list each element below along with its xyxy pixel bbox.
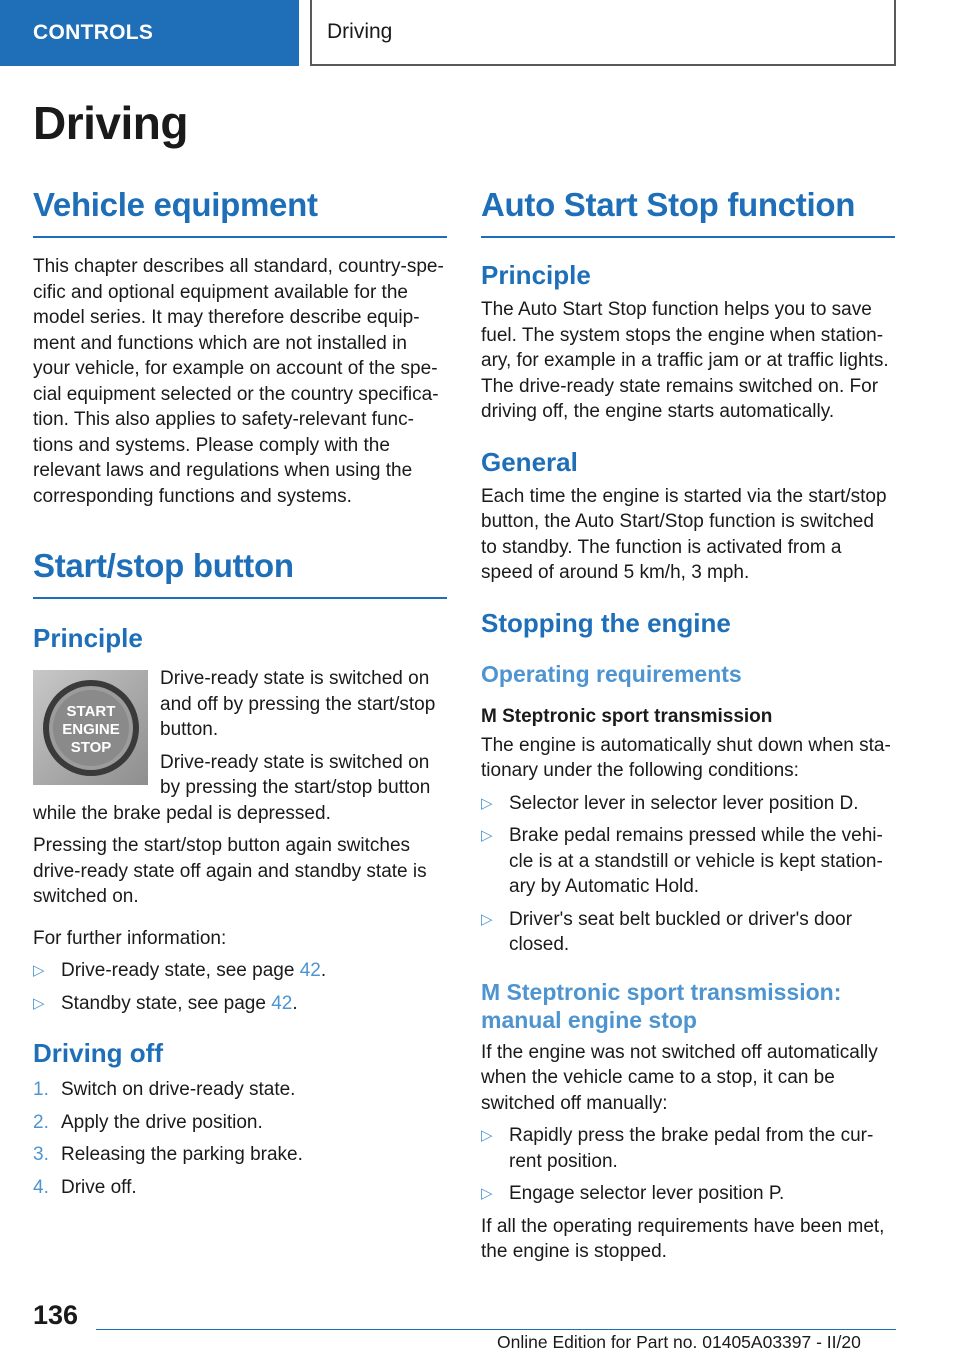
conditions-list	[481, 791, 895, 958]
section-tab[interactable]: CONTROLS	[0, 0, 299, 66]
step-text: Switch on drive-ready state.	[61, 1079, 296, 1100]
principle-para-3: Pressing the start/stop button again switches drive-ready state off again and standby state is switched on.	[33, 835, 427, 907]
principle-para-2: Drive-ready state is switched on by pressing the start/stop button while the brake pedal is depressed.	[33, 751, 431, 824]
heading-principle: Principle	[481, 260, 591, 290]
manual-steps-list	[481, 1123, 895, 1207]
heading-general: General	[481, 446, 578, 477]
bullet-arrow-icon: ▷	[481, 910, 493, 928]
list-item-text: Driver's seat belt buckled or driver's door closed.	[509, 908, 853, 955]
list-item	[33, 1175, 447, 1201]
bullet-arrow-icon: ▷	[481, 794, 493, 812]
general-text: Each time the engine is started via the start/stop button, the Auto Start/Stop function is switched to standby. The function is activated from a speed of around 5 km/h, 3 mph.	[481, 485, 887, 583]
list-item-end: .	[292, 992, 298, 1014]
list-item-text: Brake pedal remains pressed while the vehicle is at a standstill or vehicle is kept stationary by Automatic Hold.	[509, 825, 883, 897]
step-text: Apply the drive position.	[61, 1111, 263, 1133]
list-item-text: Selector lever in selector lever position D.	[509, 792, 859, 814]
further-info-list	[33, 958, 447, 1016]
button-label-start: START	[66, 702, 115, 720]
step-text: Releasing the parking brake.	[61, 1144, 303, 1165]
edition-note: Online Edition for Part no. 01405A03397 - II/20	[497, 1332, 861, 1352]
heading-stopping-the-engine: Stopping the engine	[481, 607, 731, 638]
bullet-arrow-icon: ▷	[33, 962, 45, 979]
step-text: Drive off.	[61, 1176, 137, 1198]
vehicle-equipment-text: This chapter describes all standard, country-specific and optional equipment available for the model series. It may therefore describe equipment and functions which are not installed in your vehicle, for example on account of the special equipment selected or the country specification. This also applies to safety-relevant functions and systems. Please comply with the relevant laws and regulations when using the corresponding functions and systems.	[33, 256, 444, 507]
step-number: 1.	[33, 1079, 49, 1100]
page-link[interactable]: 42	[299, 960, 321, 981]
further-info-label: For further information:	[33, 927, 227, 949]
driving-off-steps	[33, 1077, 447, 1200]
page-number: 136	[33, 1300, 79, 1330]
list-item	[481, 791, 895, 817]
principle-para-1: Drive-ready state is switched on and off by pressing the start/stop button.	[160, 668, 436, 740]
page-title: Driving	[33, 97, 188, 149]
heading-operating-requirements: Operating requirements	[481, 660, 742, 687]
principle-text: The Auto Start Stop function helps you to save fuel. The system stops the engine when stationary, for example in a traffic jam or at traffic lights. The drive-ready state remains switched on. For driving off, the engine starts automatically.	[481, 299, 889, 422]
start-engine-stop-icon	[41, 678, 141, 778]
heading-driving-off: Driving off	[33, 1038, 163, 1068]
heading-transmission: M Steptronic sport transmission	[481, 705, 773, 727]
left-column	[33, 186, 447, 1207]
heading-auto-start-stop: Auto Start Stop function	[481, 186, 895, 238]
list-item	[481, 823, 895, 900]
chapter-tab[interactable]: Driving	[310, 0, 896, 66]
closing-text: If all the operating requirements have been met, the engine is stopped.	[481, 1215, 885, 1262]
list-item	[33, 958, 447, 984]
heading-vehicle-equipment: Vehicle equipment	[33, 186, 447, 238]
start-stop-button-image	[33, 670, 148, 785]
list-item	[481, 1123, 895, 1174]
bullet-arrow-icon: ▷	[481, 1185, 493, 1202]
heading-manual-engine-stop: M Steptronic sport transmission: manual engine stop	[481, 978, 842, 1033]
list-item	[33, 1110, 447, 1136]
list-item	[33, 1142, 447, 1168]
heading-principle: Principle	[33, 623, 143, 653]
list-item	[481, 1181, 895, 1207]
button-label-stop: STOP	[70, 738, 111, 756]
bullet-arrow-icon: ▷	[33, 994, 45, 1012]
button-label-engine: ENGINE	[61, 720, 120, 738]
bullet-arrow-icon: ▷	[481, 827, 493, 844]
list-item	[33, 1077, 447, 1103]
step-number: 2.	[33, 1111, 49, 1133]
right-column	[481, 186, 895, 1265]
manual-text: If the engine was not switched off automatically when the vehicle came to a stop, it can be switched off manually:	[481, 1041, 878, 1114]
transmission-text: The engine is automatically shut down when stationary under the following conditions:	[481, 734, 891, 781]
footer-divider	[96, 1329, 896, 1330]
heading-start-stop-button: Start/stop button	[33, 547, 447, 599]
bullet-arrow-icon: ▷	[481, 1127, 493, 1144]
page-link[interactable]: 42	[271, 992, 293, 1014]
list-item	[481, 907, 895, 958]
step-number: 4.	[33, 1176, 49, 1198]
step-number: 3.	[33, 1144, 49, 1165]
list-item-text: Drive-ready state, see page	[61, 960, 295, 981]
list-item-text: Engage selector lever position P.	[509, 1183, 785, 1204]
list-item-text: Standby state, see page	[61, 992, 266, 1014]
list-item-end: .	[320, 960, 327, 981]
list-item-text: Rapidly press the brake pedal from the current position.	[509, 1125, 874, 1172]
list-item	[33, 991, 447, 1017]
